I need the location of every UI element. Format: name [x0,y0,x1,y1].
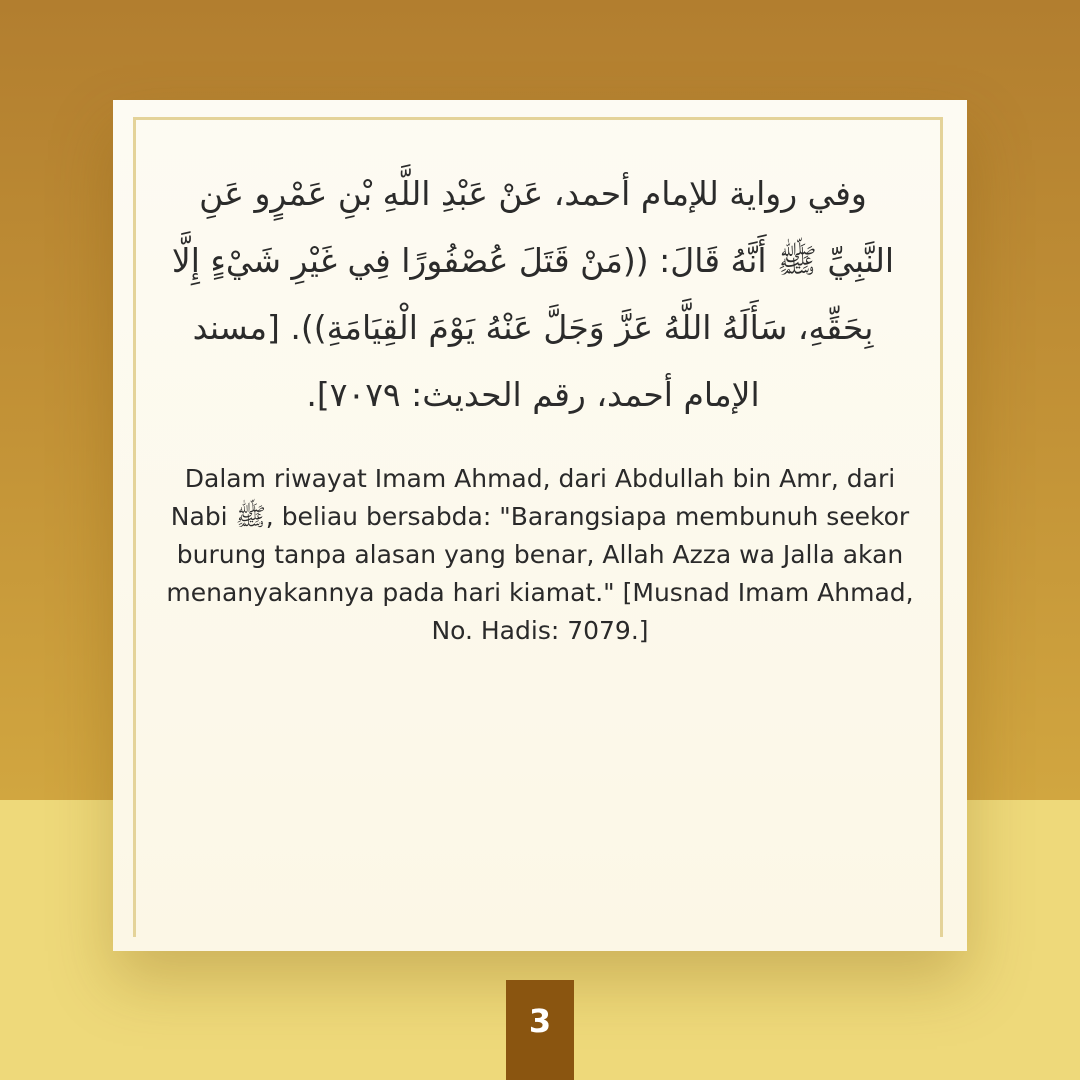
page-number: 3 [528,1002,552,1040]
page-number-badge [506,980,574,1080]
content-card [113,100,967,951]
hadith-translation-text: Dalam riwayat Imam Ahmad, dari Abdullah bin Amr, dari Nabi ﷺ, beliau bersabda: "Barangsiapa membunuh seekor burung tanpa alasan yang benar, Allah Azza wa Jalla akan menanyakannya pada hari kiamat." [Musnad Imam Ahmad, No. Hadis: 7079.] [166,464,914,645]
hadith-arabic-text: وفي رواية للإمام أحمد، عَنْ عَبْدِ اللَّهِ بْنِ عَمْرٍو عَنِ النَّبِيِّ ﷺ أَنَّهُ قَالَ: ((مَنْ قَتَلَ عُصْفُورًا فِي غَيْرِ شَيْءٍ إِلَّا بِحَقِّهِ، سَأَلَهُ اللَّهُ عَزَّ وَجَلَّ عَنْهُ يَوْمَ الْقِيَامَةِ)). [مسند الإمام أحمد، رقم الحديث: ٧٠٧٩]. [171,174,895,414]
